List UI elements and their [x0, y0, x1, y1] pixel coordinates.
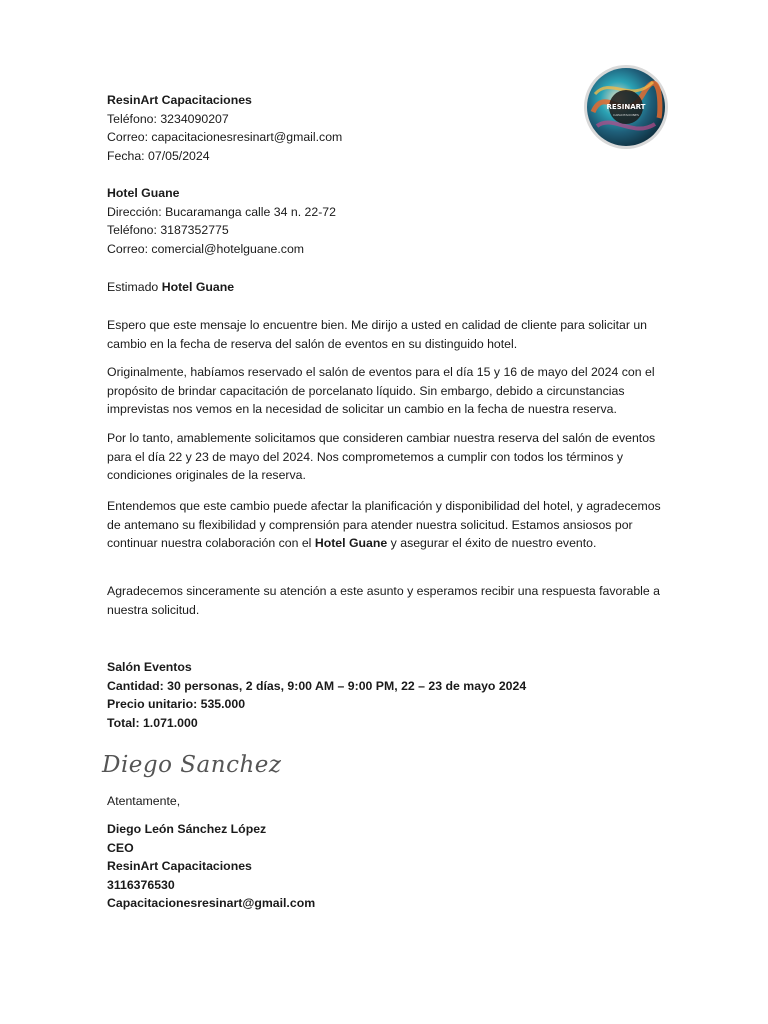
summary-unit-price: Precio unitario: 535.000	[107, 697, 246, 712]
paragraph-4-hotel-name: Hotel Guane	[314, 536, 388, 551]
paragraph-2: Originalmente, habíamos reservado el salón de eventos para el día 15 y 16 de mayo del 2024 con el propósito de brindar capacitación de porcelanato líquido. Sin embargo, debido a circunstancias imprevistas nos vemos en la necesidad de solicitar un cambio en la fecha de nuestra reserva.	[107, 365, 655, 417]
signer-phone: 3116376530	[107, 877, 175, 892]
greeting-name: Hotel Guane	[161, 280, 235, 294]
signer-name: Diego León Sánchez López	[107, 822, 267, 836]
reservation-summary	[107, 658, 667, 732]
summary-total: Total: 1.071.000	[107, 715, 198, 730]
signer-block	[107, 820, 667, 913]
paragraph-4	[107, 497, 667, 553]
summary-title: Salón Eventos	[107, 660, 192, 674]
recipient-email: Correo: comercial@hotelguane.com	[107, 241, 305, 256]
paragraph-4-text-b: y asegurar el éxito de nuestro evento.	[387, 536, 597, 551]
letter-date: Fecha: 07/05/2024	[107, 148, 210, 163]
signer-company: ResinArt Capacitaciones	[107, 859, 252, 874]
sender-phone: Teléfono: 3234090207	[107, 111, 229, 126]
paragraph-5: Agradecemos sinceramente su atención a este asunto y esperamos recibir una respuesta favorable a nuestra solicitud.	[107, 584, 660, 617]
greeting	[107, 278, 667, 297]
paragraph-4-text-a: Entendemos que este cambio puede afectar la planificación y disponibilidad del hotel, y agradecemos de antemano su flexibilidad y comprensión para atender nuestra solicitud. Estamos ansiosos por continuar nuestra colaboración con el	[107, 499, 661, 551]
recipient-address: Dirección: Bucaramanga calle 34 n. 22-72	[107, 204, 336, 219]
sender-email: Correo: capacitacionesresinart@gmail.com	[107, 130, 343, 145]
sender-name: ResinArt Capacitaciones	[107, 93, 252, 107]
closing: Atentamente,	[107, 794, 181, 808]
signer-title: CEO	[107, 840, 134, 855]
handwritten-signature: Diego Sanchez	[102, 752, 282, 778]
svg-text:RESINART: RESINART	[606, 103, 646, 111]
signer-email: Capacitacionesresinart@gmail.com	[107, 896, 316, 911]
paragraph-3: Por lo tanto, amablemente solicitamos que consideren cambiar nuestra reserva del salón de eventos para el día 22 y 23 de mayo del 2024. Nos comprometemos a cumplir con todos los términos y condiciones originales de la reserva.	[107, 431, 656, 483]
summary-quantity: Cantidad: 30 personas, 2 días, 9:00 AM – 9:00 PM, 22 – 23 de mayo 2024	[107, 678, 527, 693]
greeting-prefix: Estimado	[107, 280, 162, 294]
paragraph-1: Espero que este mensaje lo encuentre bien. Me dirijo a usted en calidad de cliente para solicitar un cambio en la fecha de reserva del salón de eventos en su distinguido hotel.	[107, 318, 648, 351]
recipient-phone: Teléfono: 3187352775	[107, 223, 229, 238]
recipient-block	[107, 184, 667, 258]
recipient-name: Hotel Guane	[107, 186, 180, 200]
sender-block	[107, 91, 667, 165]
svg-text:CAPACITACIONES: CAPACITACIONES	[613, 113, 639, 117]
